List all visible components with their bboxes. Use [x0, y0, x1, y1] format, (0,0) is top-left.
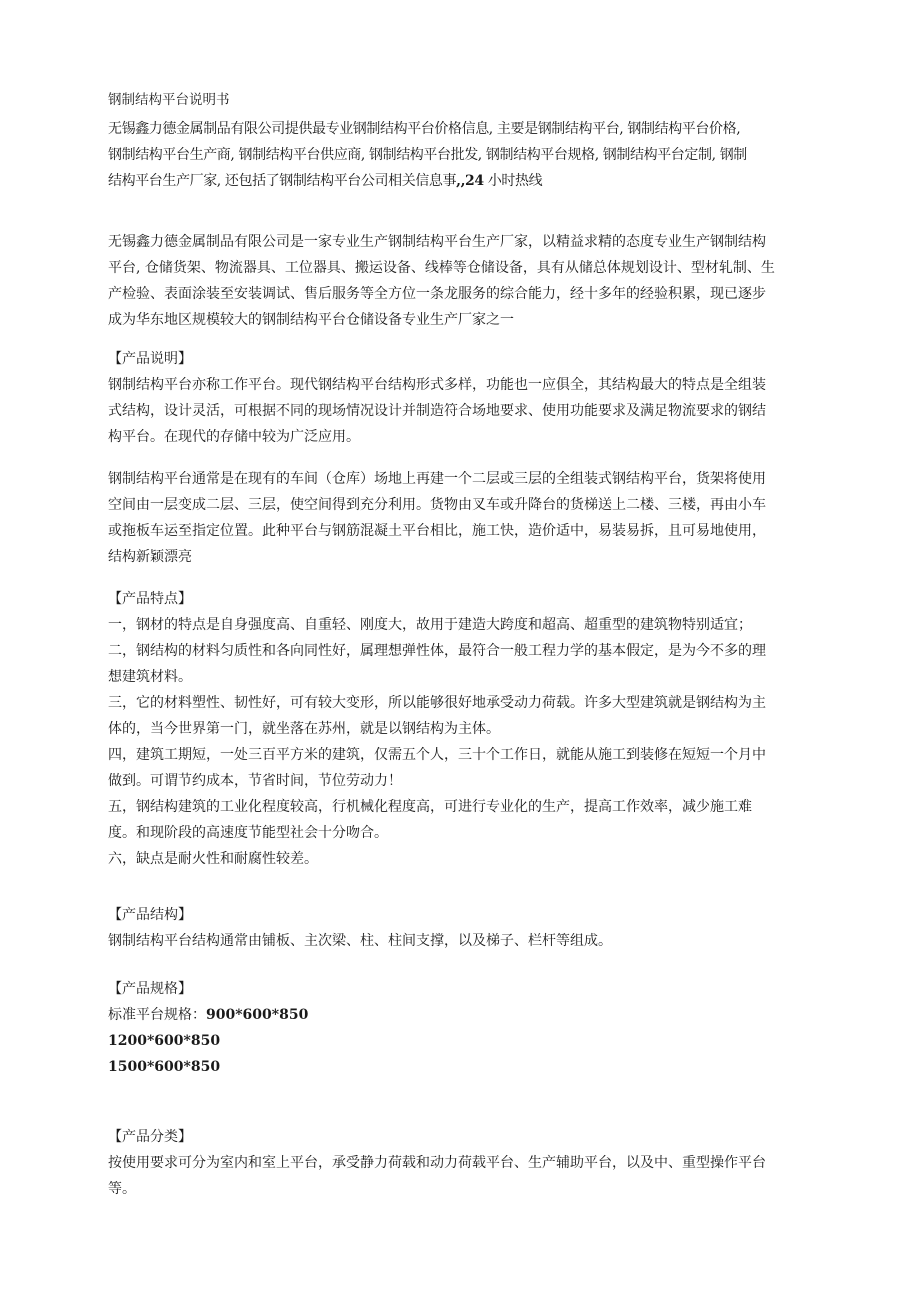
section-product-features [108, 586, 838, 872]
company-line: 无锡鑫力德金属制品有限公司是一家专业生产钢制结构平台生产厂家，以精益求精的态度专业生产钢制结构 [108, 234, 766, 250]
classification-line: 按使用要求可分为室内和室上平台，承受静力荷载和动力荷载平台、生产辅助平台，以及中、重型操作平台 [108, 1155, 766, 1171]
feature-line: 一，钢材的特点是自身强度高、自重轻、刚度大，故用于建造大跨度和超高、超重型的建筑物特别适宜； [108, 617, 752, 633]
section-heading: 【产品规格】 [108, 981, 192, 997]
spec-line [108, 1002, 838, 1028]
feature-line: 度。和现阶段的高速度节能型社会十分吻合。 [108, 825, 388, 841]
feature-line: 想建筑材料。 [108, 669, 192, 685]
intro-hotline-label: 小时热线 [487, 173, 543, 189]
feature-line: 三，它的材料塑性、韧性好，可有较大变形，所以能够很好地承受动力荷载。许多大型建筑就是钢结构为主 [108, 695, 766, 711]
section-heading: 【产品说明】 [108, 351, 192, 367]
intro-hotline-number: ,,24 [456, 173, 484, 189]
spec-value: 1200*600*850 [108, 1033, 221, 1049]
section-product-description [108, 346, 838, 450]
document-title: 钢制结构平台说明书 [108, 92, 230, 108]
section-heading: 【产品结构】 [108, 907, 192, 923]
description-line: 结构新颖漂亮 [108, 549, 192, 565]
description-line: 钢制结构平台亦称工作平台。现代钢结构平台结构形式多样，功能也一应俱全，其结构最大的特点是全组装 [108, 377, 766, 393]
description-line: 钢制结构平台通常是在现有的车间（仓库）场地上再建一个二层或三层的全组装式钢结构平台，货架将使用 [108, 471, 766, 487]
intro-line: 钢制结构平台生产商, 钢制结构平台供应商, 钢制结构平台批发, 钢制结构平台规格, 钢制结构平台定制, 钢制 [108, 147, 747, 163]
feature-line: 体的，当今世界第一门，就坐落在苏州，就是以钢结构为主体。 [108, 721, 500, 737]
company-line: 平台, 仓储货架、物流器具、工位器具、搬运设备、线棒等仓储设备，具有从储总体规划设计、型材轧制、生 [108, 260, 775, 276]
intro-line [108, 168, 838, 194]
intro-paragraph [108, 116, 838, 194]
classification-line: 等。 [108, 1181, 136, 1197]
intro-line: 无锡鑫力德金属制品有限公司提供最专业钢制结构平台价格信息, 主要是钢制结构平台, 钢制结构平台价格, [108, 121, 741, 137]
feature-line: 六，缺点是耐火性和耐腐性较差。 [108, 851, 318, 867]
company-line: 成为华东地区规模较大的钢制结构平台仓储设备专业生产厂家之一 [108, 312, 514, 328]
description-line: 构平台。在现代的存储中较为广泛应用。 [108, 429, 360, 445]
structure-line: 钢制结构平台结构通常由铺板、主次梁、柱、柱间支撑，以及梯子、栏杆等组成。 [108, 933, 612, 949]
company-line: 产检验、表面涂装至安装调试、售后服务等全方位一条龙服务的综合能力，经十多年的经验积累，现已逐步 [108, 286, 766, 302]
section-product-classification [108, 1124, 838, 1202]
section-product-structure [108, 902, 838, 954]
description-line: 或拖板车运至指定位置。此种平台与钢筋混凝土平台相比，施工快，造价适中，易装易拆，且可易地使用， [108, 523, 766, 539]
intro-line-text: 结构平台生产厂家, 还包括了钢制结构平台公司相关信息事 [108, 173, 457, 189]
spec-value: 1500*600*850 [108, 1059, 221, 1075]
description-line: 式结构，设计灵活，可根据不同的现场情况设计并制造符合场地要求、使用功能要求及满足物流要求的钢结 [108, 403, 766, 419]
spec-value: 900*600*850 [206, 1007, 309, 1023]
feature-line: 做到。可谓节约成本，节省时间，节位劳动力！ [108, 773, 402, 789]
description-line: 空间由一层变成二层、三层，使空间得到充分利用。货物由叉车或升降台的货梯送上二楼、三楼，再由小车 [108, 497, 766, 513]
description-paragraph-2 [108, 466, 838, 570]
feature-line: 四，建筑工期短，一处三百平方米的建筑，仅需五个人，三十个工作日，就能从施工到装修在短短一个月中 [108, 747, 766, 763]
feature-line: 二，钢结构的材料匀质性和各向同性好，属理想弹性体，最符合一般工程力学的基本假定，是为今不多的理 [108, 643, 766, 659]
section-heading: 【产品特点】 [108, 591, 192, 607]
company-paragraph [108, 229, 838, 333]
section-heading: 【产品分类】 [108, 1129, 192, 1145]
spec-label: 标准平台规格： [108, 1007, 206, 1023]
feature-line: 五，钢结构建筑的工业化程度较高，行机械化程度高，可进行专业化的生产，提高工作效率，减少施工难 [108, 799, 752, 815]
section-product-specs [108, 976, 838, 1080]
